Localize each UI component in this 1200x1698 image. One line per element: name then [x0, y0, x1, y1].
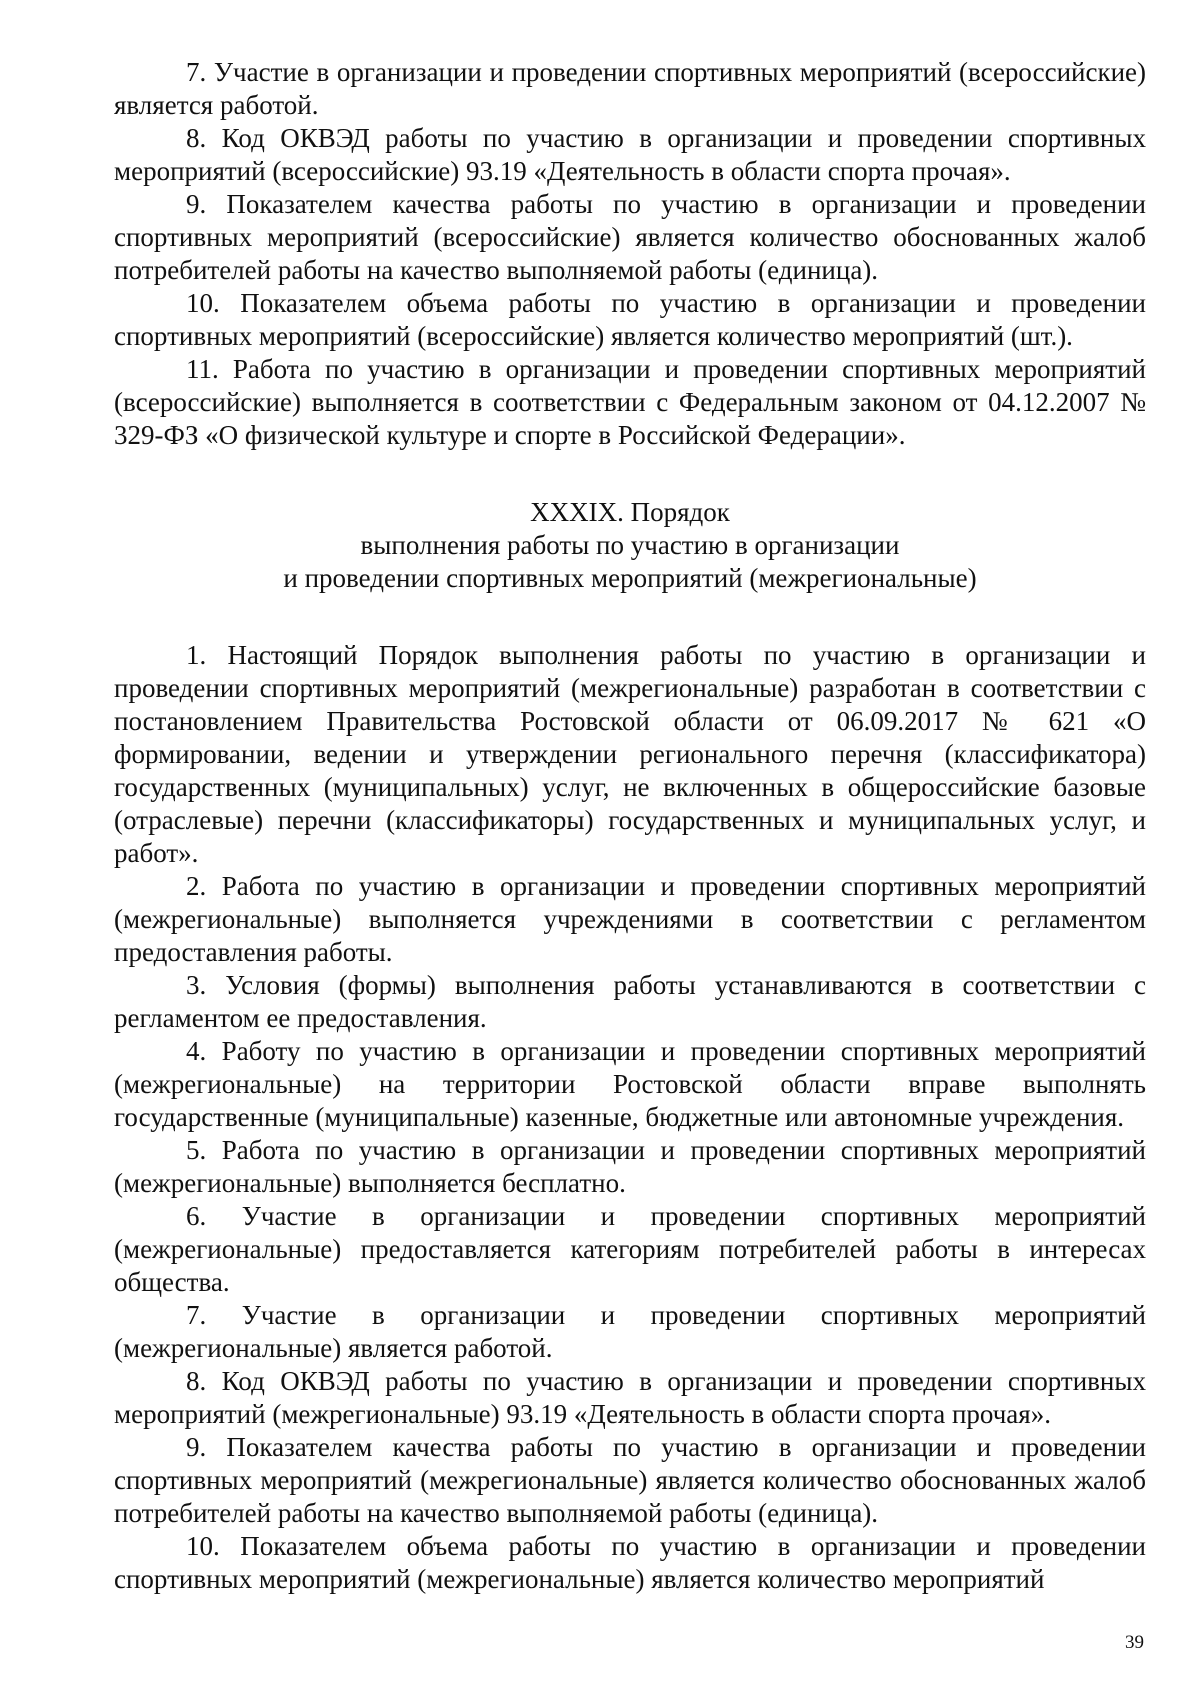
- paragraph-section-3: 3. Условия (формы) выполнения работы устанавливаются в соответствии с регламентом ее предоставления.: [114, 970, 1146, 1033]
- paragraph-top-9: 9. Показателем качества работы по участию в организации и проведении спортивных мероприятий (всероссийские) является количество обоснованных жалоб потребителей работы на качество выполняемой работы (единица).: [114, 189, 1146, 285]
- document-page: [114, 56, 1146, 1596]
- paragraph-section-1: 1. Настоящий Порядок выполнения работы по участию в организации и проведении спортивных мероприятий (межрегиональные) разработан в соответствии с постановлением Правительства Ростовской области от 06.09.2017 № 621 «О формировании, ведении и утверждении регионального перечня (классификатора) государственных (муниципальных) услуг, не включенных в общероссийские базовые (отраслевые) перечни (классификаторы) государственных и муниципальных услуг, и работ».: [114, 640, 1146, 868]
- paragraph-section-4: 4. Работу по участию в организации и проведении спортивных мероприятий (межрегиональные) на территории Ростовской области вправе выполнять государственные (муниципальные) казенные, бюджетные или автономные учреждения.: [114, 1036, 1146, 1132]
- paragraph-top-11: 11. Работа по участию в организации и проведении спортивных мероприятий (всероссийские) выполняется в соответствии с Федеральным законом от 04.12.2007 № 329-ФЗ «О физической культуре и спорте в Российской Федерации».: [114, 354, 1146, 450]
- section-heading-line-3: и проведении спортивных мероприятий (межрегиональные): [283, 563, 977, 593]
- paragraph-section-10: 10. Показателем объема работы по участию в организации и проведении спортивных мероприятий (межрегиональные) является количество мероприятий: [114, 1531, 1146, 1594]
- paragraph-top-8: 8. Код ОКВЭД работы по участию в организации и проведении спортивных мероприятий (всероссийские) 93.19 «Деятельность в области спорта прочая».: [114, 123, 1146, 186]
- paragraph-top-10: 10. Показателем объема работы по участию в организации и проведении спортивных мероприятий (всероссийские) является количество мероприятий (шт.).: [114, 288, 1146, 351]
- page-number: 39: [1125, 1632, 1144, 1653]
- paragraph-section-8: 8. Код ОКВЭД работы по участию в организации и проведении спортивных мероприятий (межрегиональные) 93.19 «Деятельность в области спорта прочая».: [114, 1366, 1146, 1429]
- paragraph-section-6: 6. Участие в организации и проведении спортивных мероприятий (межрегиональные) предоставляется категориям потребителей работы в интересах общества.: [114, 1201, 1146, 1297]
- paragraph-top-7: 7. Участие в организации и проведении спортивных мероприятий (всероссийские) является работой.: [114, 57, 1146, 120]
- paragraph-section-7: 7. Участие в организации и проведении спортивных мероприятий (межрегиональные) является работой.: [114, 1300, 1146, 1363]
- paragraph-section-5: 5. Работа по участию в организации и проведении спортивных мероприятий (межрегиональные) выполняется бесплатно.: [114, 1135, 1146, 1198]
- paragraph-section-9: 9. Показателем качества работы по участию в организации и проведении спортивных мероприятий (межрегиональные) является количество обоснованных жалоб потребителей работы на качество выполняемой работы (единица).: [114, 1432, 1146, 1528]
- section-heading-number: XXXIX. Порядок: [530, 497, 730, 527]
- section-heading-line-2: выполнения работы по участию в организации: [360, 530, 900, 560]
- paragraph-section-2: 2. Работа по участию в организации и проведении спортивных мероприятий (межрегиональные) выполняется учреждениями в соответствии с регламентом предоставления работы.: [114, 871, 1146, 967]
- section-heading: [114, 496, 1146, 595]
